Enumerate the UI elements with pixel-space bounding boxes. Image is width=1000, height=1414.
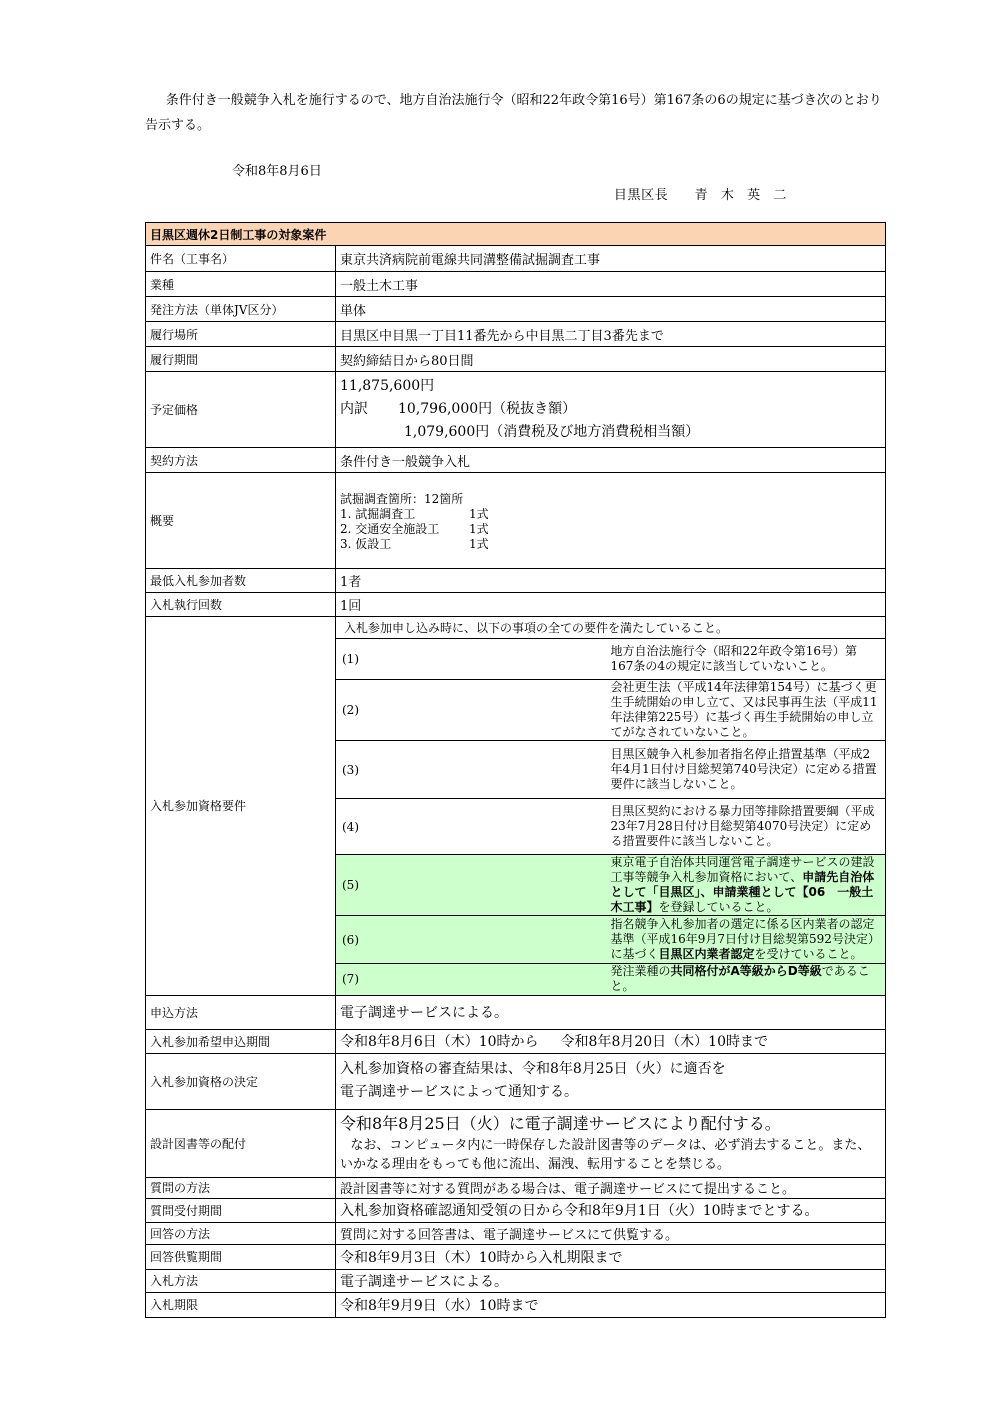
value-answer-method: 質問に対する回答書は、電子調達サービスにて供覧する。 (336, 1222, 886, 1244)
value-category: 一般土木工事 (336, 272, 886, 297)
value-bid-method: 電子調達サービスによる。 (336, 1269, 886, 1292)
value-question-method: 設計図書等に対する質問がある場合は、電子調達サービスにて提出すること。 (336, 1177, 886, 1198)
signer: 目黒区長 青 木 英 二 (613, 188, 787, 203)
qualification-item: (3) 目黒区競争入札参加者指名停止措置基準（平成2年4月1日付け目総契第740号決定）に定める措置要件に該当しないこと。 (336, 741, 885, 799)
label-contract-method: 契約方法 (146, 448, 336, 473)
price-breakdown-label: 内訳 (340, 401, 368, 417)
value-drawings: 令和8年8月25日（火）に電子調達サービスにより配付する。 なお、コンピュータ内に一時保存した設計図書等のデータは、必ず消去すること。また、いかなる理由をもっても他に流出、漏洩、転用することを禁じる。 (336, 1109, 886, 1177)
label-bid-method: 入札方法 (146, 1269, 336, 1292)
row-qualification (146, 617, 886, 996)
value-contract-method: 条件付き一般競争入札 (336, 448, 886, 473)
row-bid-rounds (146, 593, 886, 617)
value-bid-deadline: 令和8年9月9日（水）10時まで (336, 1292, 886, 1317)
label-apply-method: 申込方法 (146, 995, 336, 1029)
label-order-method: 発注方法（単体JV区分） (146, 297, 336, 322)
table-title: 目黒区週休2日制工事の対象案件 (146, 223, 886, 246)
label-bid-rounds: 入札執行回数 (146, 593, 336, 617)
value-bid-rounds: 1回 (336, 593, 886, 617)
row-decision (146, 1053, 886, 1109)
row-apply-period (146, 1029, 886, 1053)
table-title-row (146, 223, 886, 246)
row-contract-method (146, 448, 886, 473)
row-apply-method (146, 995, 886, 1029)
value-period: 契約締結日から80日間 (336, 347, 886, 372)
label-question-period: 質問受付期間 (146, 1198, 336, 1222)
value-name: 東京共済病院前電線共同溝整備試掘調査工事 (336, 246, 886, 272)
label-price: 予定価格 (146, 372, 336, 448)
row-bid-method (146, 1269, 886, 1292)
label-qualification: 入札参加資格要件 (146, 617, 336, 996)
value-order-method: 単体 (336, 297, 886, 322)
value-answer-period: 令和8年9月3日（木）10時から入札期限まで (336, 1244, 886, 1269)
qualification-intro-row (336, 617, 885, 639)
row-name (146, 246, 886, 272)
label-location: 履行場所 (146, 322, 336, 347)
value-qualification (336, 617, 886, 996)
row-min-bidders (146, 569, 886, 593)
qualification-item-highlight: (5) 東京電子自治体共同運営電子調達サービスの建設工事等競争入札参加資格において、申請先自治体として「目黒区」、申請業種として【06 一般土木工事】を登録していること。 (336, 855, 885, 916)
label-answer-method: 回答の方法 (146, 1222, 336, 1244)
label-min-bidders: 最低入札参加者数 (146, 569, 336, 593)
row-category (146, 272, 886, 297)
label-question-method: 質問の方法 (146, 1177, 336, 1198)
row-location (146, 322, 886, 347)
row-price (146, 372, 886, 448)
value-min-bidders: 1者 (336, 569, 886, 593)
price-total: 11,875,600円 (340, 378, 435, 394)
row-answer-period (146, 1244, 886, 1269)
intro-paragraph: 条件付き一般競争入札を施行するので、地方自治法施行令（昭和22年政令第16号）第167条の6の規定に基づき次のとおり告示する。 (145, 93, 882, 133)
price-tax: 1,079,600円（消費税及び地方消費税相当額） (404, 424, 700, 440)
row-order-method (146, 297, 886, 322)
qualification-item: (1) 地方自治法施行令（昭和22年政令第16号）第167条の4の規定に該当していないこと。 (336, 639, 885, 680)
label-overview: 概要 (146, 473, 336, 569)
value-location: 目黒区中目黒一丁目11番先から中目黒二丁目3番先まで (336, 322, 886, 347)
notice-date: 令和8年8月6日 (232, 164, 322, 179)
label-category: 業種 (146, 272, 336, 297)
qualification-intro: 入札参加申し込み時に、以下の事項の全ての要件を満たしていること。 (336, 617, 885, 639)
value-apply-period: 令和8年8月6日（木）10時から 令和8年8月20日（木）10時まで (336, 1029, 886, 1053)
value-overview (336, 473, 886, 569)
row-bid-deadline (146, 1292, 886, 1317)
row-question-method (146, 1177, 886, 1198)
overview-item: 1. 試掘調査工 1式 (340, 506, 489, 521)
label-decision: 入札参加資格の決定 (146, 1053, 336, 1109)
qualification-list (336, 617, 885, 995)
label-period: 履行期間 (146, 347, 336, 372)
row-question-period (146, 1198, 886, 1222)
tender-table (145, 222, 886, 1318)
value-decision: 入札参加資格の審査結果は、令和8年8月25日（火）に適否を 電子調達サービスによって通知する。 (336, 1053, 886, 1109)
label-apply-period: 入札参加希望申込期間 (146, 1029, 336, 1053)
overview-item: 3. 仮設工 1式 (340, 536, 489, 551)
overview-item: 2. 交通安全施設工 1式 (340, 521, 489, 536)
label-answer-period: 回答供覧期間 (146, 1244, 336, 1269)
qualification-item: (4) 目黒区契約における暴力団等排除措置要綱（平成23年7月28日付け目総契第4070号決定）に定める措置要件に該当しないこと。 (336, 799, 885, 855)
value-question-period: 入札参加資格確認通知受領の日から令和8年9月1日（火）10時までとする。 (336, 1198, 886, 1222)
qualification-item: (2) 会社更生法（平成14年法律第154号）に基づく更生手続開始の申し立て、又は民事再生法（平成11年法律第225号）に基づく再生手続開始の申し立てがなされていないこと。 (336, 680, 885, 741)
row-period (146, 347, 886, 372)
qualification-item-highlight: (6) 指名競争入札参加者の選定に係る区内業者の認定基準（平成16年9月7日付け目総契第592号決定）に基づく目黒区内業者認定を受けていること。 (336, 916, 885, 964)
price-excl-tax: 10,796,000円（税抜き額） (398, 401, 577, 417)
row-answer-method (146, 1222, 886, 1244)
value-price (336, 372, 886, 448)
overview-heading: 試掘調査箇所：12箇所 (340, 491, 464, 506)
qualification-item-highlight: (7) 発注業種の共同格付がA等級からD等級であること。 (336, 964, 885, 995)
label-bid-deadline: 入札期限 (146, 1292, 336, 1317)
value-apply-method: 電子調達サービスによる。 (336, 995, 886, 1029)
row-overview (146, 473, 886, 569)
row-drawings (146, 1109, 886, 1177)
label-drawings: 設計図書等の配付 (146, 1109, 336, 1177)
label-name: 件名（工事名） (146, 246, 336, 272)
